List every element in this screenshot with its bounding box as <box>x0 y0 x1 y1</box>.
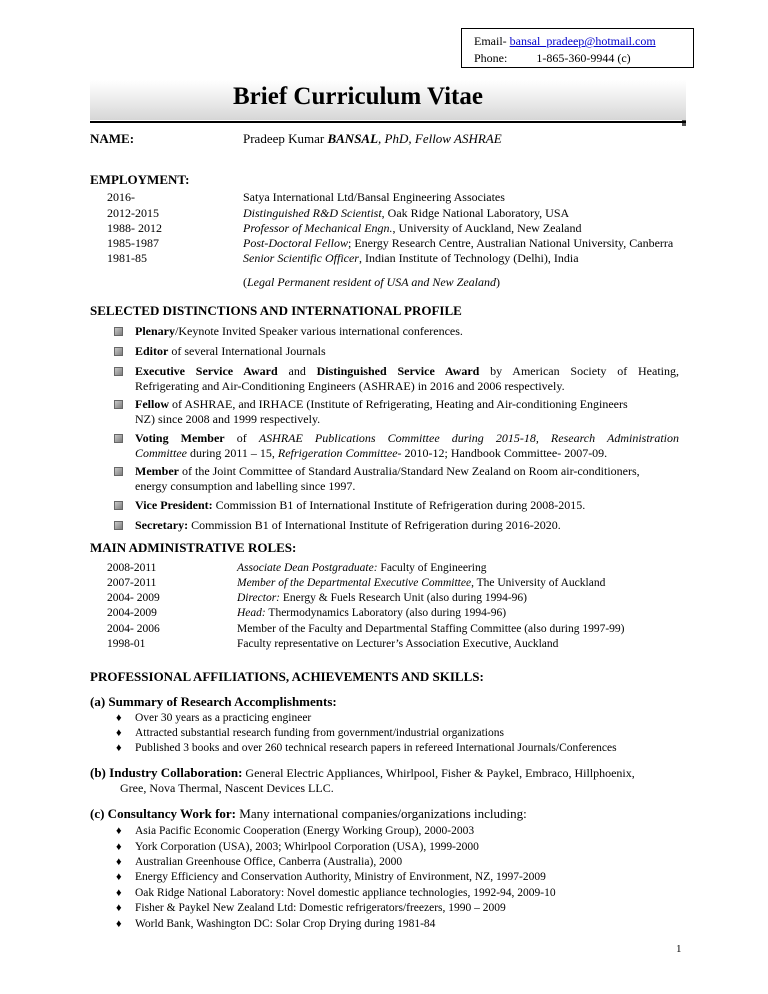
admin-detail: Faculty representative on Lecturer’s Association Executive, Auckland <box>237 638 559 650</box>
bullet-diamond-icon: ♦ <box>116 902 122 914</box>
bullet-diamond-icon: ♦ <box>116 825 122 837</box>
bullet-diamond-icon: ♦ <box>116 887 122 899</box>
bullet-square-icon <box>114 467 123 476</box>
employment-years: 1981-85 <box>107 251 147 265</box>
employment-years: 1988- 2012 <box>107 221 162 235</box>
email-link[interactable]: bansal_pradeep@hotmail.com <box>509 34 656 48</box>
professional-heading: PROFESSIONAL AFFILIATIONS, ACHIEVEMENTS AND SKILLS: <box>90 669 484 684</box>
phone-number: 1-865-360-9944 (c) <box>536 51 631 65</box>
email-line <box>474 33 693 50</box>
industry-collaboration-continuation: Gree, Nova Thermal, Nascent Devices LLC. <box>120 781 334 795</box>
list-item-continuation: Refrigerating and Air-Conditioning Engineers (ASHRAE) in 2016 and 2006 respectively. <box>135 379 565 393</box>
list-item: Energy Efficiency and Conservation Authority, Ministry of Environment, NZ, 1997-2009 <box>135 871 546 883</box>
list-item: Secretary: Commission B1 of International Institute of Refrigeration during 2016-2020. <box>135 518 561 532</box>
list-item-continuation: energy consumption and labelling since 1997. <box>135 479 356 493</box>
list-item: Asia Pacific Economic Cooperation (Energy Working Group), 2000-2003 <box>135 825 475 837</box>
bullet-diamond-icon: ♦ <box>116 742 122 754</box>
contact-box <box>461 28 694 68</box>
list-item: Australian Greenhouse Office, Canberra (Australia), 2000 <box>135 856 403 868</box>
admin-years: 2008-2011 <box>107 562 157 574</box>
bullet-square-icon <box>114 434 123 443</box>
residency-note: (Legal Permanent resident of USA and New Zealand) <box>243 275 500 289</box>
admin-years: 1998-01 <box>107 638 146 650</box>
list-item: Editor of several International Journals <box>135 344 326 358</box>
bullet-square-icon <box>114 367 123 376</box>
list-item: Executive Service Award and Distinguished Service Award by American Society of Heating, <box>135 364 680 378</box>
employment-detail: Distinguished R&D Scientist, Oak Ridge National Laboratory, USA <box>243 206 570 220</box>
admin-detail: Director: Energy & Fuels Research Unit (also during 1994-96) <box>237 592 528 604</box>
admin-detail: Associate Dean Postgraduate: Faculty of Engineering <box>237 562 487 574</box>
admin-years: 2004- 2009 <box>107 592 160 604</box>
bullet-diamond-icon: ♦ <box>116 871 122 883</box>
name-surname: BANSAL <box>327 131 379 146</box>
admin-heading: MAIN ADMINISTRATIVE ROLES: <box>90 540 297 555</box>
bullet-square-icon <box>114 347 123 356</box>
list-item: Plenary/Keynote Invited Speaker various international conferences. <box>135 324 463 338</box>
list-item: Over 30 years as a practicing engineer <box>135 712 312 724</box>
employment-years: 2012-2015 <box>107 206 159 220</box>
bullet-square-icon <box>114 400 123 409</box>
page-title: Brief Curriculum Vitae <box>233 83 483 110</box>
consultancy: (c) Consultancy Work for: Many international companies/organizations including: <box>90 806 527 821</box>
bullet-diamond-icon: ♦ <box>116 712 122 724</box>
list-item: Member of the Joint Committee of Standard Australia/Standard New Zealand on Room air-conditioners, <box>135 464 640 478</box>
name-first: Pradeep Kumar <box>243 131 325 146</box>
list-item: Oak Ridge National Laboratory: Novel domestic appliance technologies, 1992-94, 2009-10 <box>135 887 556 899</box>
bullet-square-icon <box>114 327 123 336</box>
admin-detail: Member of the Departmental Executive Committee, The University of Auckland <box>237 577 606 589</box>
email-label: Email- <box>474 34 507 48</box>
bullet-diamond-icon: ♦ <box>116 856 122 868</box>
admin-years: 2004- 2006 <box>107 623 160 635</box>
admin-detail: Member of the Faculty and Departmental Staffing Committee (also during 1997-99) <box>237 623 625 635</box>
name-suffix: , PhD, Fellow ASHRAE <box>378 131 502 146</box>
employment-detail: Professor of Mechanical Engn., University of Auckland, New Zealand <box>243 221 582 235</box>
employment-years: 1985-1987 <box>107 236 159 250</box>
admin-years: 2004-2009 <box>107 607 157 619</box>
admin-years: 2007-2011 <box>107 577 157 589</box>
name-label: NAME: <box>90 131 135 146</box>
phone-label: Phone: <box>474 51 508 65</box>
name-value <box>243 131 502 147</box>
page-number: 1 <box>676 943 682 955</box>
list-item-continuation: NZ) since 2008 and 1999 respectively. <box>135 412 321 426</box>
phone-line <box>474 50 693 67</box>
bullet-diamond-icon: ♦ <box>116 727 122 739</box>
list-item: Fellow of ASHRAE, and IRHACE (Institute of Refrigerating, Heating and Air-conditioning Engineers <box>135 397 628 411</box>
list-item: Voting Member of ASHRAE Publications Committee during 2015-18, Research Administration <box>135 431 680 445</box>
list-item: Vice President: Commission B1 of International Institute of Refrigeration during 2008-2015. <box>135 498 586 512</box>
distinctions-heading: SELECTED DISTINCTIONS AND INTERNATIONAL PROFILE <box>90 303 462 318</box>
list-item-continuation: Committee during 2011 – 15, Refrigeration Committee- 2010-12; Handbook Committee- 2007-09. <box>135 446 608 460</box>
employment-detail: Senior Scientific Officer, Indian Institute of Technology (Delhi), India <box>243 251 579 265</box>
list-item: Attracted substantial research funding from government/industrial organizations <box>135 727 504 739</box>
employment-years: 2016- <box>107 190 135 204</box>
industry-collaboration: (b) Industry Collaboration: General Electric Appliances, Whirlpool, Fisher & Paykel, Embraco, Hillphoenix, <box>90 765 635 780</box>
employment-detail: Satya International Ltd/Bansal Engineering Associates <box>243 190 505 204</box>
admin-detail: Head: Thermodynamics Laboratory (also during 1994-96) <box>237 607 507 619</box>
list-item: Published 3 books and over 260 technical research papers in refereed International Journals/Conferences <box>135 742 617 754</box>
list-item: York Corporation (USA), 2003; Whirlpool Corporation (USA), 1999-2000 <box>135 841 479 853</box>
bullet-diamond-icon: ♦ <box>116 918 122 930</box>
list-item: Fisher & Paykel New Zealand Ltd: Domestic refrigerators/freezers, 1990 – 2009 <box>135 902 506 914</box>
list-item: World Bank, Washington DC: Solar Crop Drying during 1981-84 <box>135 918 436 930</box>
bullet-square-icon <box>114 521 123 530</box>
employment-heading: EMPLOYMENT: <box>90 172 190 187</box>
title-rule <box>90 121 686 123</box>
employment-detail: Post-Doctoral Fellow; Energy Research Centre, Australian National University, Canberra <box>243 236 674 250</box>
bullet-diamond-icon: ♦ <box>116 841 122 853</box>
accomplishments-heading: (a) Summary of Research Accomplishments: <box>90 694 337 709</box>
bullet-square-icon <box>114 501 123 510</box>
